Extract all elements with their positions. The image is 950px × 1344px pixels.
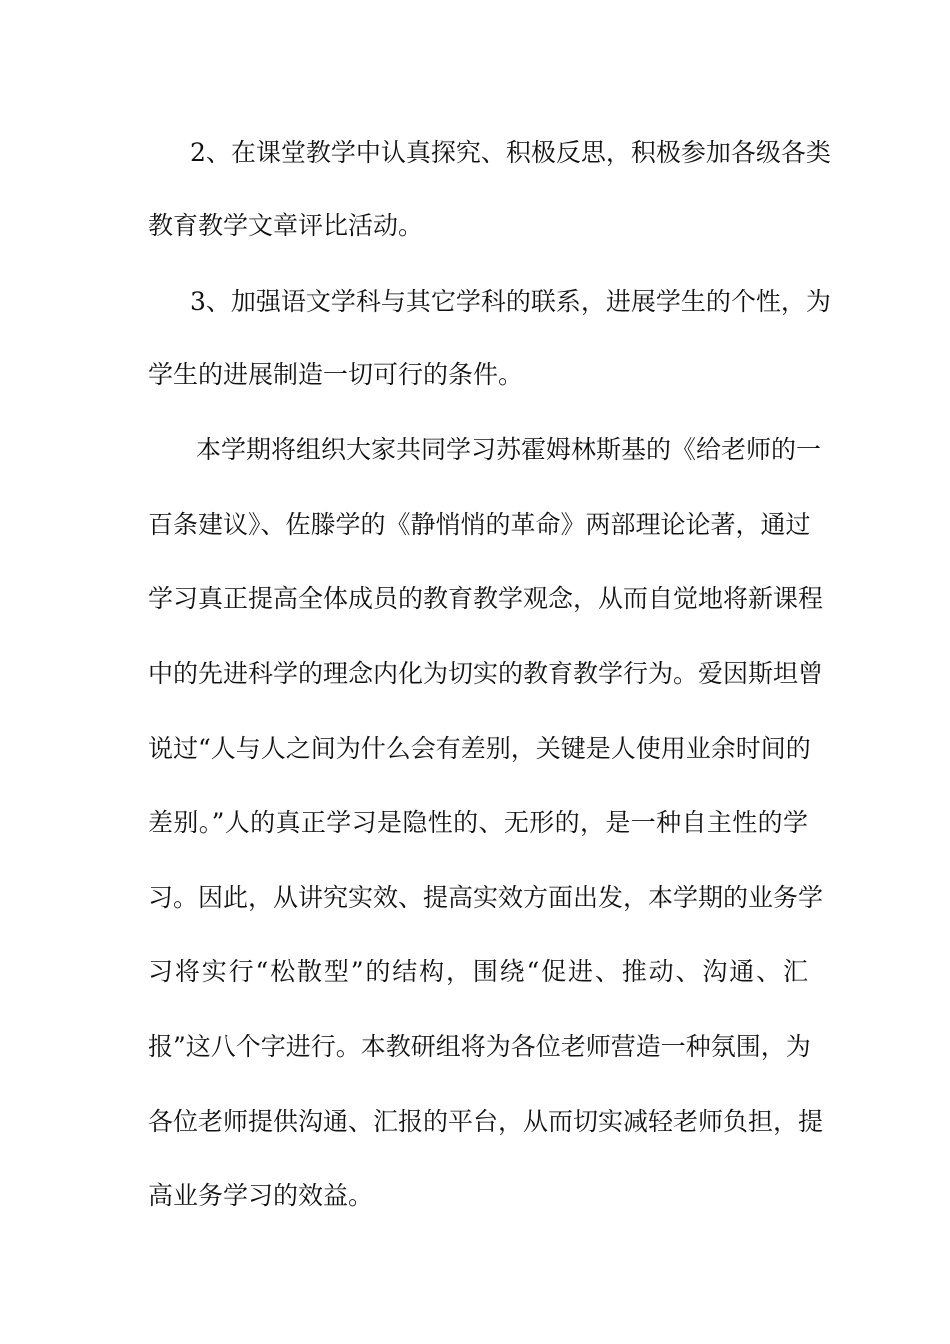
paragraph-study-plan-line-2: 百条建议》、佐滕学的《静悄悄的革命》两部理论论著，通过 [148,510,811,539]
paragraph-study-plan-line-5: 说过“人与人之间为什么会有差别，关键是人使用业余时间的 [148,734,811,763]
paragraph-study-plan-line-8: 习将实行“松散型”的结构，围绕“促进、推动、沟通、汇 [148,957,808,986]
paragraph-study-plan-line-7: 习。因此，从讲究实效、提高实效方面出发，本学期的业务学 [148,883,824,912]
paragraph-study-plan-line-4: 中的先进科学的理念内化为切实的教育教学行为。爱因斯坦曾 [148,659,824,688]
paragraph-study-plan-line-10: 各位老师提供沟通、汇报的平台，从而切实减轻老师负担，提 [148,1107,824,1136]
paragraph-study-plan-line-9: 报”这八个字进行。本教研组将为各位老师营造一种氛围，为 [148,1032,811,1061]
paragraph-study-plan-line-6: 差别。”人的真正学习是隐性的、无形的，是一种自主性的学 [148,808,808,837]
paragraph-study-plan-line-11: 高业务学习的效益。 [148,1181,374,1210]
paragraph-item-2-line-1: 2、在课堂教学中认真探究、积极反思，积极参加各级各类 [190,138,831,167]
paragraph-item-3-line-1: 3、加强语文学科与其它学科的联系，进展学生的个性，为 [190,287,831,316]
paragraph-item-3-line-2: 学生的进展制造一切可行的条件。 [148,360,524,389]
paragraph-study-plan-line-1: 本学期将组织大家共同学习苏霍姆林斯基的《给老师的一 [196,435,822,464]
paragraph-item-2-line-2: 教育教学文章评比活动。 [148,211,424,240]
paragraph-study-plan-line-3: 学习真正提高全体成员的教育教学观念，从而自觉地将新课程 [148,584,824,613]
